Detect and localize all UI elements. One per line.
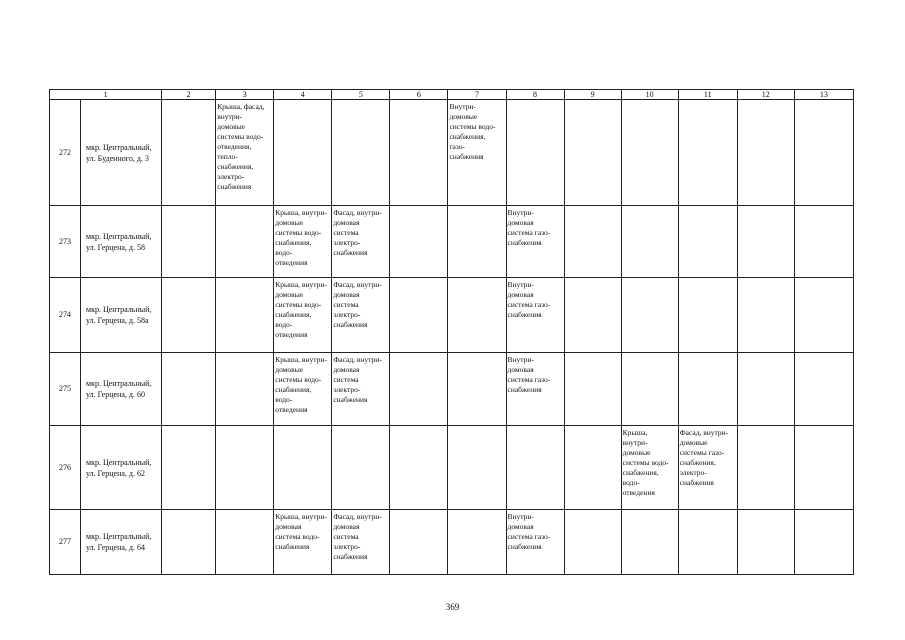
- work-cell-col-3: [216, 426, 274, 510]
- work-cell-col-7: [448, 353, 506, 426]
- table-row: [50, 278, 854, 353]
- header-col-1: 1: [50, 90, 162, 100]
- row-address: мкр. Центральный, ул. Герцена, д. 62: [81, 426, 162, 510]
- work-cell-col-10: Крыша, внутри- домовые системы водо- снабжения, водо- отведения: [621, 426, 678, 510]
- work-cell-col-12: [737, 510, 794, 575]
- work-cell-col-12: [737, 278, 794, 353]
- work-cell-col-6: [390, 206, 448, 278]
- table-row: [50, 206, 854, 278]
- work-cell-col-4: Крыша, внутри- домовая система водо- снабжения: [274, 510, 332, 575]
- work-cell-col-3: Крыша, фасад, внутри- домовые системы водо- отведения, тепло- снабжения, электро- снабжения: [216, 100, 274, 206]
- work-cell-col-5: Фасад, внутри- домовая система электро- снабжения: [332, 510, 390, 575]
- header-col-7: 7: [448, 90, 506, 100]
- table-row: [50, 510, 854, 575]
- work-cell-col-11: [678, 353, 737, 426]
- work-cell-col-9: [564, 353, 621, 426]
- page-number: 369: [445, 602, 460, 612]
- work-cell-col-10: [621, 353, 678, 426]
- table-row: [50, 100, 854, 206]
- work-cell-col-12: [737, 353, 794, 426]
- header-col-12: 12: [737, 90, 794, 100]
- work-cell-col-8: [506, 100, 564, 206]
- work-cell-col-2: [162, 206, 216, 278]
- work-cell-col-5: Фасад, внутри- домовая система электро- снабжения: [332, 353, 390, 426]
- row-address: мкр. Центральный, ул. Буденного, д. 3: [81, 100, 162, 206]
- work-cell-col-6: [390, 100, 448, 206]
- header-col-6: 6: [390, 90, 448, 100]
- work-cell-col-2: [162, 510, 216, 575]
- row-number: 275: [50, 353, 81, 426]
- header-col-8: 8: [506, 90, 564, 100]
- work-cell-col-6: [390, 426, 448, 510]
- header-col-13: 13: [794, 90, 853, 100]
- work-cell-col-10: [621, 278, 678, 353]
- work-cell-col-2: [162, 100, 216, 206]
- table-row: [50, 353, 854, 426]
- work-cell-col-12: [737, 206, 794, 278]
- row-number: 274: [50, 278, 81, 353]
- work-cell-col-13: [794, 426, 853, 510]
- work-cell-col-13: [794, 278, 853, 353]
- work-cell-col-3: [216, 278, 274, 353]
- row-number: 273: [50, 206, 81, 278]
- work-cell-col-8: Внутри- домовая система газо- снабжения: [506, 206, 564, 278]
- work-cell-col-4: [274, 426, 332, 510]
- work-cell-col-6: [390, 278, 448, 353]
- work-cell-col-3: [216, 353, 274, 426]
- work-cell-col-10: [621, 206, 678, 278]
- row-address: мкр. Центральный, ул. Герцена, д. 58а: [81, 278, 162, 353]
- work-cell-col-6: [390, 510, 448, 575]
- header-col-3: 3: [216, 90, 274, 100]
- work-cell-col-7: [448, 278, 506, 353]
- work-cell-col-8: Внутри- домовая система газо- снабжения: [506, 278, 564, 353]
- row-number: 277: [50, 510, 81, 575]
- work-cell-col-2: [162, 278, 216, 353]
- work-cell-col-11: [678, 510, 737, 575]
- work-cell-col-9: [564, 426, 621, 510]
- header-row: [50, 90, 854, 100]
- work-cell-col-5: Фасад, внутри- домовая система электро- снабжения: [332, 278, 390, 353]
- work-cell-col-10: [621, 100, 678, 206]
- work-cell-col-9: [564, 206, 621, 278]
- schedule-table: [49, 89, 854, 575]
- work-cell-col-3: [216, 510, 274, 575]
- work-cell-col-11: Фасад, внутри- домовые системы газо- снабжения, электро- снабжения: [678, 426, 737, 510]
- header-col-2: 2: [162, 90, 216, 100]
- work-cell-col-4: [274, 100, 332, 206]
- work-cell-col-2: [162, 353, 216, 426]
- work-cell-col-3: [216, 206, 274, 278]
- work-cell-col-2: [162, 426, 216, 510]
- work-cell-col-8: Внутри- домовая система газо- снабжения: [506, 353, 564, 426]
- header-col-11: 11: [678, 90, 737, 100]
- work-cell-col-13: [794, 206, 853, 278]
- work-cell-col-5: Фасад, внутри- домовая система электро- снабжения: [332, 206, 390, 278]
- work-cell-col-9: [564, 278, 621, 353]
- work-cell-col-4: Крыша, внутри- домовые системы водо- снабжения, водо- отведения: [274, 278, 332, 353]
- header-col-9: 9: [564, 90, 621, 100]
- work-cell-col-9: [564, 510, 621, 575]
- row-number: 276: [50, 426, 81, 510]
- work-cell-col-11: [678, 278, 737, 353]
- work-cell-col-4: Крыша, внутри- домовые системы водо- снабжения, водо- отведения: [274, 206, 332, 278]
- work-cell-col-7: [448, 510, 506, 575]
- work-cell-col-13: [794, 100, 853, 206]
- work-cell-col-12: [737, 100, 794, 206]
- row-number: 272: [50, 100, 81, 206]
- work-cell-col-7: [448, 426, 506, 510]
- work-cell-col-7: Внутри- домовые системы водо- снабжения, газо- снабжения: [448, 100, 506, 206]
- work-cell-col-11: [678, 206, 737, 278]
- work-cell-col-5: [332, 100, 390, 206]
- header-col-5: 5: [332, 90, 390, 100]
- row-address: мкр. Центральный, ул. Герцена, д. 58: [81, 206, 162, 278]
- work-cell-col-10: [621, 510, 678, 575]
- work-cell-col-8: Внутри- домовая система газо- снабжения: [506, 510, 564, 575]
- header-col-10: 10: [621, 90, 678, 100]
- work-cell-col-13: [794, 353, 853, 426]
- work-cell-col-9: [564, 100, 621, 206]
- work-cell-col-13: [794, 510, 853, 575]
- work-cell-col-8: [506, 426, 564, 510]
- work-cell-col-11: [678, 100, 737, 206]
- work-cell-col-5: [332, 426, 390, 510]
- work-cell-col-6: [390, 353, 448, 426]
- row-address: мкр. Центральный, ул. Герцена, д. 60: [81, 353, 162, 426]
- table-row: [50, 426, 854, 510]
- work-cell-col-7: [448, 206, 506, 278]
- work-cell-col-12: [737, 426, 794, 510]
- header-col-4: 4: [274, 90, 332, 100]
- work-cell-col-4: Крыша, внутри- домовые системы водо- снабжения, водо- отведения: [274, 353, 332, 426]
- row-address: мкр. Центральный, ул. Герцена, д. 64: [81, 510, 162, 575]
